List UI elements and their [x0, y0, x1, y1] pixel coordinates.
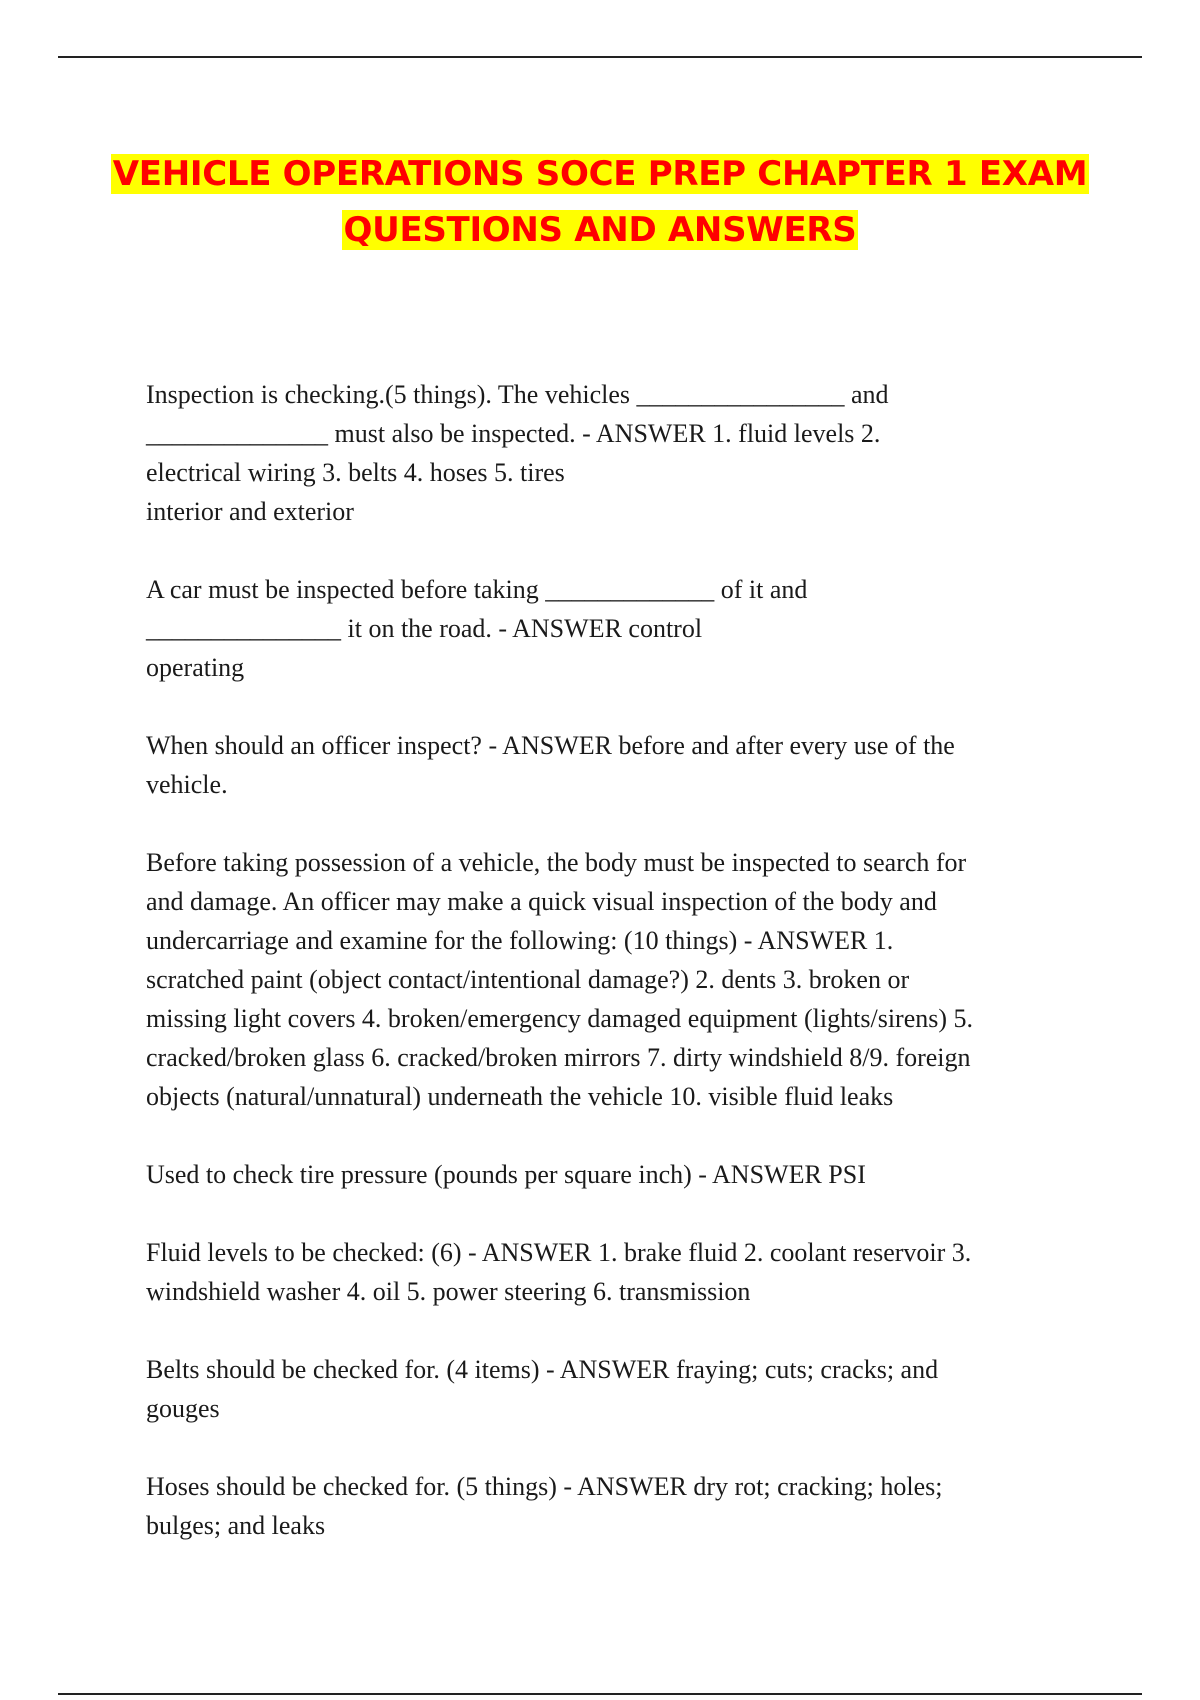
- top-rule: [58, 56, 1142, 58]
- document-title: [100, 146, 1100, 258]
- qa-list: [146, 375, 1066, 1584]
- document-title-text: VEHICLE OPERATIONS SOCE PREP CHAPTER 1 EXAM QUESTIONS AND ANSWERS: [112, 154, 1088, 250]
- qa-item-when-inspect: When should an officer inspect? - ANSWER before and after every use of the vehicle.: [146, 731, 955, 799]
- qa-item-inspect-before-taking: A car must be inspected before taking _____________ of it and _______________ it on the road. - ANSWER control operating: [146, 575, 808, 682]
- qa-item-body-inspection: Before taking possession of a vehicle, the body must be inspected to search for and damage. An officer may make a quick visual inspection of the body and undercarriage and examine for the following: (10 things) - ANSWER 1. scratched paint (object contact/intentional damage?) 2. dents 3. broken or missing light covers 4. broken/emergency damaged equipment (lights/sirens) 5. cracked/broken glass 6. cracked/broken mirrors 7. dirty windshield 8/9. foreign objects (natural/unnatural) underneath the vehicle 10. visible fluid leaks: [146, 848, 974, 1111]
- bottom-rule: [58, 1693, 1142, 1695]
- qa-item-belts: Belts should be checked for. (4 items) - ANSWER fraying; cuts; cracks; and gouges: [146, 1355, 939, 1423]
- qa-item-tire-pressure: Used to check tire pressure (pounds per square inch) - ANSWER PSI: [146, 1160, 866, 1189]
- qa-item-inspection-checking: Inspection is checking.(5 things). The vehicles ________________ and ______________ must also be inspected. - ANSWER 1. fluid levels 2. electrical wiring 3. belts 4. hoses 5. tires interior and exterior: [146, 380, 889, 526]
- qa-item-fluid-levels: Fluid levels to be checked: (6) - ANSWER 1. brake fluid 2. coolant reservoir 3. windshield washer 4. oil 5. power steering 6. transmission: [146, 1238, 972, 1306]
- qa-item-hoses: Hoses should be checked for. (5 things) - ANSWER dry rot; cracking; holes; bulges; and leaks: [146, 1472, 943, 1540]
